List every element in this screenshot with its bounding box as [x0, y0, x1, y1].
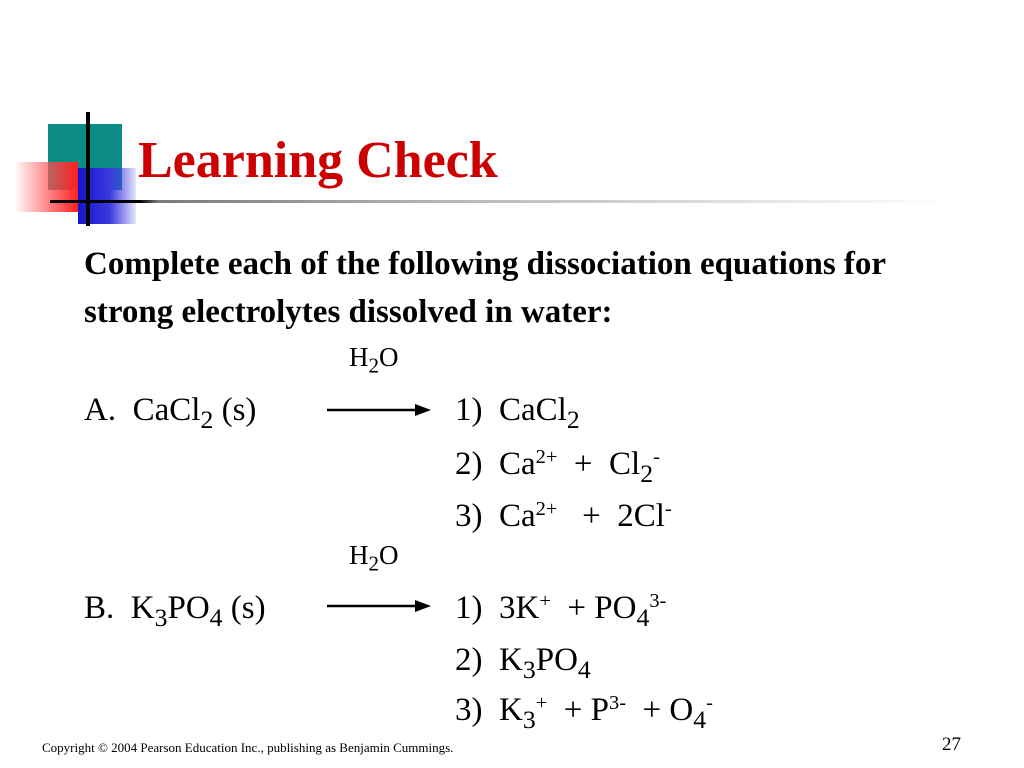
decor-red-square [14, 162, 78, 212]
option-a3: 3) $Ca^{2+}$ + 2Cl- [455, 497, 672, 534]
reaction-arrow-a [327, 402, 431, 418]
option-b1: 1) $3K^+ + PO_4^{3-}$ [455, 589, 667, 633]
solvent-label-b: $H_2O$ [349, 540, 399, 576]
solvent-label-a: $H_2O$ [349, 342, 399, 378]
option-a1: 1) CaCl$_2$ [455, 392, 580, 435]
instruction-text: Complete each of the following dissociation equations for strong electrolytes dissolved in water: [84, 246, 886, 330]
option-a2: 2) $Ca^{2+} + Cl_2^-$ [455, 445, 660, 489]
copyright-footer: Copyright © 2004 Pearson Education Inc., publishing as Benjamin Cummings. [42, 740, 454, 755]
slide-title: Learning Check [138, 132, 498, 189]
title-underline [50, 200, 950, 203]
page-number: 27 [942, 734, 961, 755]
equation-a-reactant: A. CaCl$_2$ (s) [84, 392, 257, 435]
equation-b-reactant: B. $K_3PO_4$ (s) [84, 590, 266, 633]
decor-vertical-line [86, 112, 90, 226]
option-b3: 3) $K_3^+ + P^{3-} + O_4^-$ [455, 691, 713, 735]
option-b2: 2) $K_3PO_4$ [455, 642, 591, 685]
reaction-arrow-b [327, 598, 431, 614]
